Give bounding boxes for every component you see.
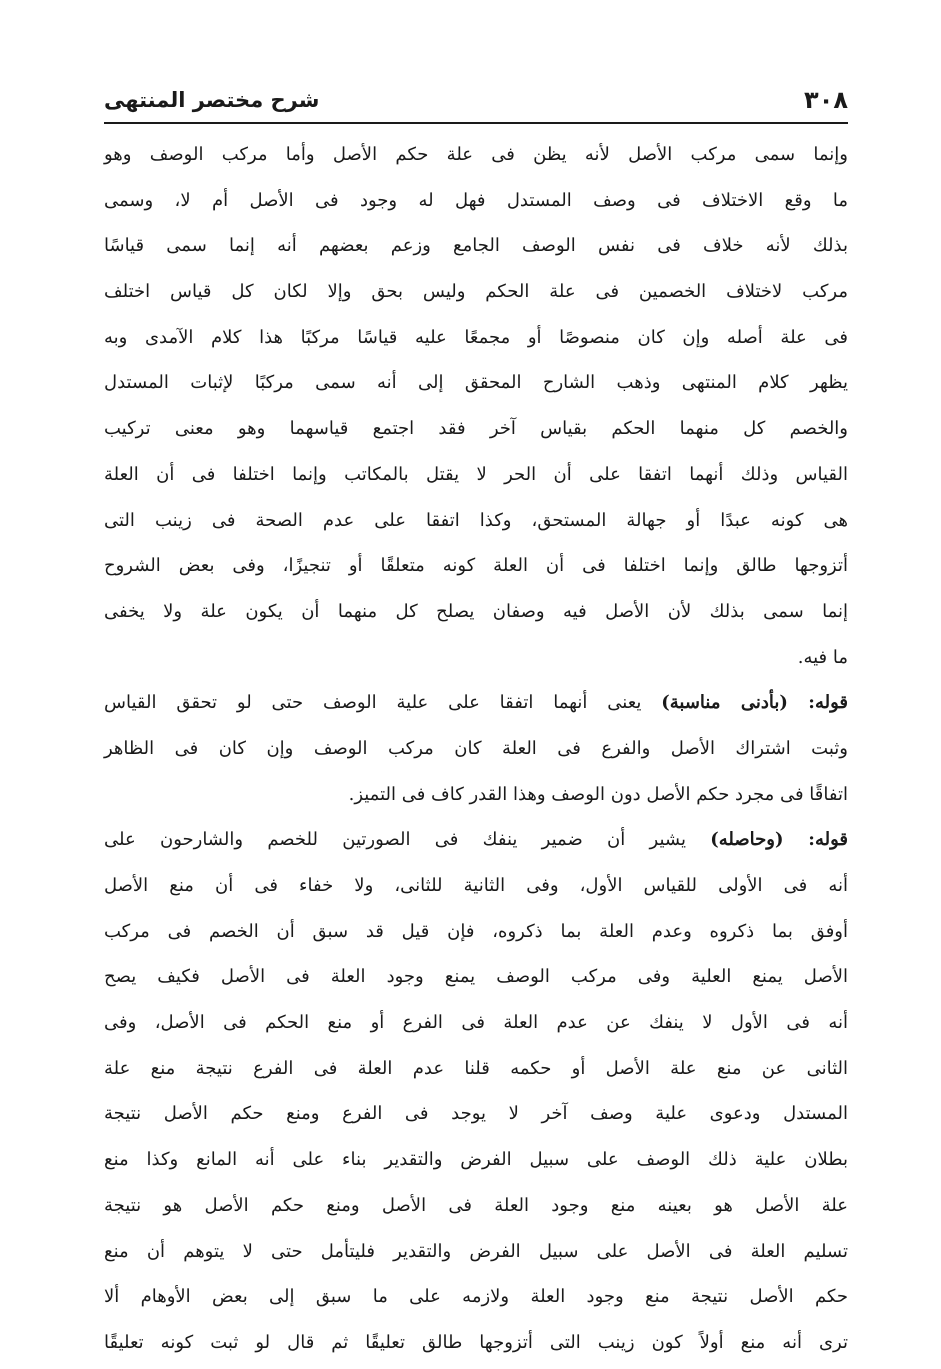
text-line: يظهر كلام المنتهى وذهب الشارح المحقق إلى أنه سمى مركبًا لإثبات المستدل [104,372,848,394]
text-line: أوفق بما ذكروه وعدم العلة بما ذكروه، فإن قيل قد سبق أن الخصم فى مركب [104,920,848,942]
text-line: اتفاقًا فى مجرد حكم الأصل دون الوصف وهذا القدر كاف فى التميز. [348,783,848,805]
text-line [104,680,848,726]
text-line: بطلان علية ذلك الوصف على سبيل الفرض والتقدير بناء على أنه المانع وكذا منع [104,1149,848,1171]
header-rule [104,122,848,124]
text-line: والخصم كل منهما الحكم بقياس آخر فقد اجتمع قياسهما وهو معنى تركيب [104,418,848,440]
running-title: شرح مختصر المنتهى [104,88,320,112]
text-line: وإنما سمى مركب الأصل لأنه يظن فى علة حكم الأصل وأما مركب الوصف وهو [104,144,848,165]
text-line: بذلك لأنه خلاف فى نفس الوصف الجامع وزعم بعضهم أنه إنما سمى قياسًا [104,235,848,257]
body-text [104,132,848,1366]
text-line: أنه فى الأول لا ينفك عن عدم العلة فى الفرع أو منع الحكم فى الأصل، وفى [104,1012,848,1034]
text-line: ما فيه. [797,646,848,668]
text-line: حكم الأصل نتيجة منع وجود العلة ولازمه على ما سبق إلى بعض الأوهام ألا [104,1286,848,1308]
page-header [104,80,848,120]
text-line: الأصل يمنع العلية وفى مركب الوصف يمنع وجود العلة فى الأصل فكيف يصح [104,966,848,988]
text-line: ما وقع الاختلاف فى وصف المستدل فهل له وجود فى الأصل أم لا، وسمى [104,189,848,211]
text-line: أتزوجها طالق وإنما اختلفا فى أن العلة كونه متعلقًا أو تنجيزًا، وفى بعض الشروح [104,555,848,577]
commentary-lemma: قوله: (بأدنى مناسبة) [661,692,848,714]
text-line: تسليم العلة فى الأصل على سبيل الفرض والتقدير فليتأمل حتى لا يتوهم أن منع [104,1240,848,1262]
text-span: يعنى أنهما اتفقا على علية الوصف حتى لو تحقق القياس [104,692,662,714]
page-number: ٣٠٨ [804,86,848,114]
text-line: إنما سمى بذلك لأن الأصل فيه وصفان يصلح كل منهما أن يكون علة ولا يخفى [104,600,848,622]
text-line: أنه فى الأولى للقياس الأول، وفى الثانية للثانى، ولا خفاء فى أن منع الأصل [104,875,848,896]
text-line: المستدل ودعوى علية وصف آخر لا يوجد فى الفرع ومنع حكم الأصل نتيجة [104,1103,848,1125]
text-span: يشير أن ضمير ينفك فى الصورتين للخصم والشارحون على [104,829,711,851]
text-line: الثانى عن منع علة الأصل أو حكمه قلنا عدم العلة فى الفرع نتيجة منع علة [104,1057,848,1079]
text-line: وثبت اشتراك الأصل والفرع فى العلة كان مركب الوصف وإن كان فى الظاهر [104,737,848,759]
text-line [104,817,848,863]
text-line: ترى أنه منع أولاً كون زينب التى أتزوجها طالق تعليقًا ثم قال لو ثبت كونه تعليقًا [104,1331,848,1353]
text-line: فى علة أصله وإن كان منصوصًا أو مجمعًا عليه قياسًا مركبًا هذا كلام الآمدى وبه [104,326,848,348]
text-line: هى كونه عبدًا أو جهالة المستحق، وكذا اتفقا على عدم الصحة فى زينب التى [104,509,848,531]
text-line: مركب لاختلاف الخصمين فى علة الحكم وليس بحق وإلا لكان كل قياس اختلف [104,281,848,303]
text-line: علة الأصل هو بعينه منع وجود العلة فى الأصل ومنع حكم الأصل هو نتيجة [104,1194,848,1216]
text-line: القياس وذلك أنهما اتفقا على أن الحر لا يقتل بالمكاتب وإنما اختلفا فى أن العلة [104,463,848,485]
commentary-lemma: قوله: (وحاصله) [710,829,848,851]
